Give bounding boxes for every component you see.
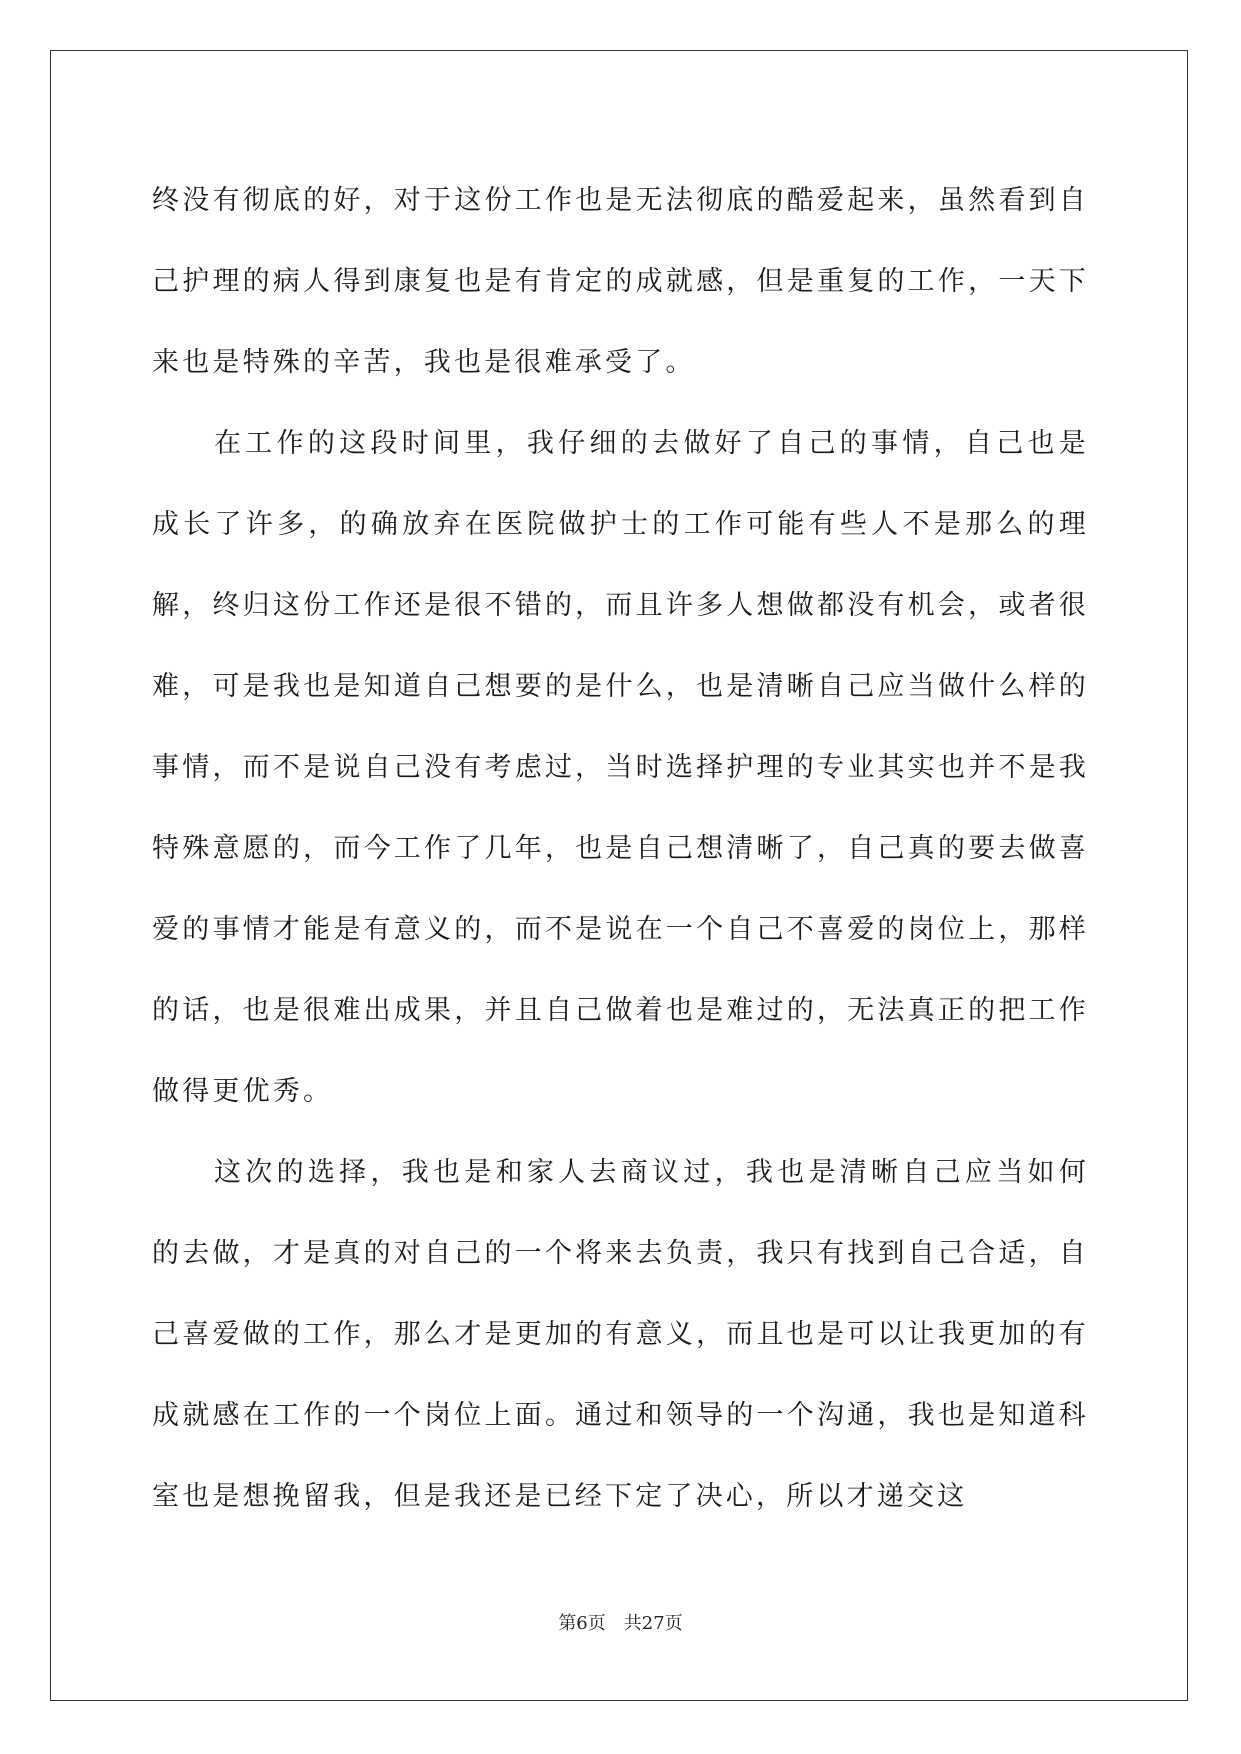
paragraph-2: 在工作的这段时间里，我仔细的去做好了自己的事情，自己也是成长了许多，的确放弃在医院做护士的工作可能有些人不是那么的理解，终归这份工作还是很不错的，而且许多人想做都没有机会，或者很难，可是我也是知道自己想要的是什么，也是清晰自己应当做什么样的事情，而不是说自己没有考虑过，当时选择护理的专业其实也并不是我特殊意愿的，而今工作了几年，也是自己想清晰了，自己真的要去做喜爱的事情才能是有意义的，而不是说在一个自己不喜爱的岗位上，那样的话，也是很难出成果，并且自己做着也是难过的，无法真正的把工作做得更优秀。 <box>152 428 1089 1107</box>
paragraph-3: 这次的选择，我也是和家人去商议过，我也是清晰自己应当如何的去做，才是真的对自己的一个将来去负责，我只有找到自己合适，自己喜爱做的工作，那么才是更加的有意义，而且也是可以让我更加的有成就感在工作的一个岗位上面。通过和领导的一个沟通，我也是知道科室也是想挽留我，但是我还是已经下定了决心，所以才递交这 <box>152 1157 1089 1512</box>
document-body <box>152 160 1089 1537</box>
page-number-footer: 第6页 共27页 <box>558 1613 683 1634</box>
paragraph-1: 终没有彻底的好，对于这份工作也是无法彻底的酷爱起来，虽然看到自己护理的病人得到康复也是有肯定的成就感，但是重复的工作，一天下来也是特殊的辛苦，我也是很难承受了。 <box>152 185 1089 378</box>
